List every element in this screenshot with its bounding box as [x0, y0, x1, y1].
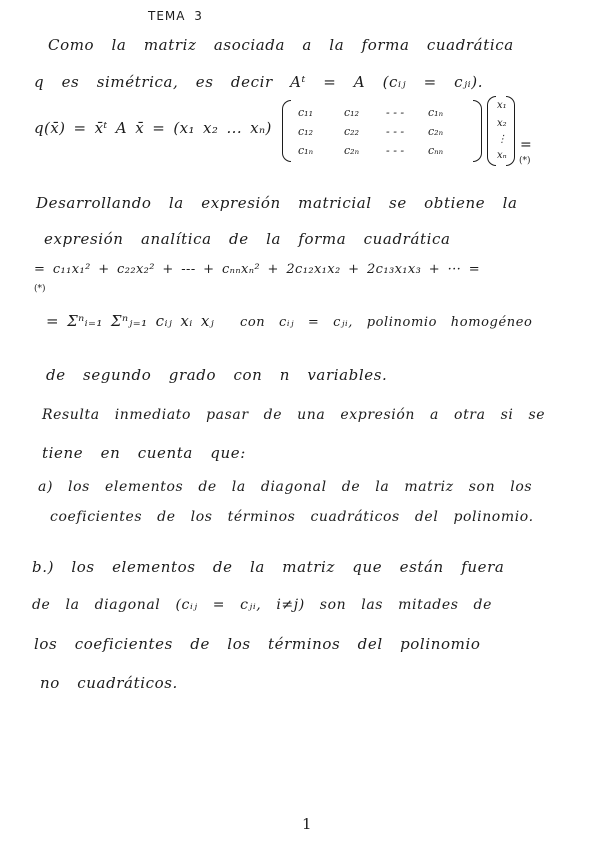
item-b-line-4: no cuadráticos. [40, 674, 178, 692]
matrix-left-paren [282, 100, 291, 162]
matrix-cell: c₁₂ [298, 125, 313, 138]
vector-entry: x₂ [497, 118, 507, 129]
item-b-line-1: b.) los elementos de la matriz que están fuera [32, 558, 505, 576]
matrix-cell: - - - [386, 106, 405, 119]
item-b-line-3: los coeficientes de los términos del polinomio [34, 635, 481, 653]
matrix-cell: c₂ₙ [344, 144, 360, 157]
vector-entry: x₁ [497, 100, 507, 111]
text-line-5: de segundo grado con n variables. [46, 366, 388, 384]
text-line-4: expresión analítica de la forma cuadrática [44, 230, 451, 248]
matrix-cell: - - - [386, 125, 405, 138]
vector-entry: xₙ [497, 150, 507, 161]
text-line-6: Resulta inmediato pasar de una expresión a otra si se [42, 407, 546, 423]
coefficient-matrix [282, 100, 482, 162]
item-a-line-2: coeficientes de los términos cuadráticos del polinomio. [50, 509, 534, 525]
variable-vector [487, 96, 515, 168]
item-a-line-1: a) los elementos de la diagonal de la matriz son los [38, 479, 533, 495]
matrix-cell: c₁₁ [298, 106, 313, 119]
star-reference: (*) [519, 156, 531, 166]
text-line-2: q es simétrica, es decir Aᵗ = A (cᵢⱼ = cⱼᵢ). [34, 73, 484, 91]
item-b-line-2: de la diagonal (cᵢⱼ = cⱼᵢ, i≠j) son las mitades de [32, 597, 492, 613]
matrix-cell: - - - [386, 144, 405, 157]
text-line-7: tiene en cuenta que: [42, 444, 246, 462]
matrix-right-paren [473, 100, 482, 162]
text-line-1: Como la matriz asociada a la forma cuadrática [48, 36, 514, 54]
summation-formula: = Σⁿᵢ₌₁ Σⁿⱼ₌₁ cᵢⱼ xᵢ xⱼ [46, 312, 215, 330]
matrix-cell: c₂₂ [344, 125, 359, 138]
matrix-cell: c₂ₙ [428, 125, 444, 138]
matrix-cell: c₁ₙ [428, 106, 444, 119]
matrix-cell: cₙₙ [428, 144, 444, 157]
expansion-star-reference: (*) [34, 284, 46, 294]
quadratic-form-formula: q(x̄) = x̄ᵗ A x̄ = (x₁ x₂ ... xₙ) [34, 119, 272, 137]
page-title: TEMA 3 [148, 9, 203, 23]
vector-entry: ⋮ [497, 134, 507, 145]
text-line-3: Desarrollando la expresión matricial se obtiene la [36, 194, 518, 212]
summation-condition: con cᵢⱼ = cⱼᵢ, polinomio homogéneo [240, 315, 533, 330]
matrix-cell: c₁ₙ [298, 144, 314, 157]
equals-sign: = [520, 137, 533, 153]
expansion-formula: = c₁₁x₁² + c₂₂x₂² + --- + cₙₙxₙ² + 2c₁₂x₁x₂ + 2c₁₃x₁x₃ + ··· = [34, 262, 481, 277]
page-number: 1 [302, 815, 312, 833]
vector-right-paren [506, 96, 515, 166]
vector-left-paren [487, 96, 496, 166]
matrix-cell: c₁₂ [344, 106, 359, 119]
